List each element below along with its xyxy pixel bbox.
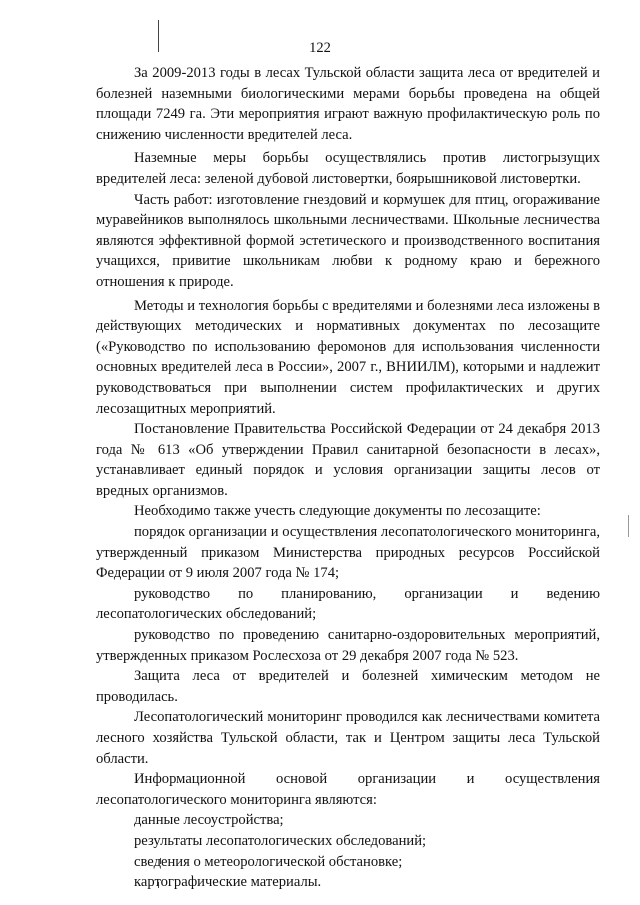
document-body <box>96 63 600 893</box>
paragraph: Постановление Правительства Российской Федерации от 24 декабря 2013 года № 613 «Об утверждении Правил санитарной безопасности в лесах», устанавливает единый порядок и условия организации защиты лесов от вредных организмов. <box>96 421 600 499</box>
paragraph: Защита леса от вредителей и болезней химическим методом не проводилась. <box>96 668 600 705</box>
page-number: 122 <box>309 40 331 56</box>
paragraph: Необходимо также учесть следующие документы по лесозащите: <box>134 503 541 520</box>
paragraph: За 2009-2013 годы в лесах Тульской области защита леса от вредителей и болезней наземными биологическими мерами борьбы проведена на общей площади 7249 га. Эти мероприятия играют важную профилактическую роль по снижению численности вредителей леса. <box>96 65 600 143</box>
paragraph: Лесопатологический мониторинг проводился как лесничествами комитета лесного хозяйства Тульской области, так и Центром защиты леса Тульской области. <box>96 709 600 767</box>
paragraph: Часть работ: изготовление гнездовий и кормушек для птиц, огораживание муравейников выполнялось школьными лесничествами. Школьные лесничества являются эффективной формой эстетического и производственного воспитания учащихся, привитие школьникам любви к родному краю и бережного отношения к природе. <box>96 191 600 290</box>
list-item: сведения о метеорологической обстановке; <box>134 853 403 870</box>
list-item: результаты лесопатологических обследований; <box>134 832 427 849</box>
list-item: картографические материалы. <box>134 874 322 891</box>
scan-mark <box>628 515 629 537</box>
paragraph: порядок организации и осуществления лесопатологического мониторинга, утвержденный приказом Министерства природных ресурсов Российской Федерации от 9 июля 2007 года № 174; <box>96 524 600 582</box>
list-item: данные лесоустройства; <box>134 812 284 829</box>
paragraph: Методы и технология борьбы с вредителями и болезнями леса изложены в действующих методических и нормативных документах по лесозащите («Руководство по использованию феромонов для использования численности основных вредителей леса в России», 2007 г., ВНИИЛМ), которыми и надлежит руководствоваться при выполнении систем профилактических и других лесозащитных мероприятий. <box>96 297 600 417</box>
paragraph: Наземные меры борьбы осуществлялись против листогрызущих вредителей леса: зеленой дубовой листовертки, боярышниковой листовертки. <box>96 150 600 187</box>
paragraph: руководство по планированию, организации и ведению лесопатологических обследований; <box>96 585 600 623</box>
paragraph: руководство по проведению санитарно-оздоровительных мероприятий, утвержденных приказом Рослесхоза от 29 декабря 2007 года № 523. <box>96 627 600 664</box>
paragraph: Информационной основой организации и осуществления лесопатологического мониторинга являются: <box>96 771 600 808</box>
